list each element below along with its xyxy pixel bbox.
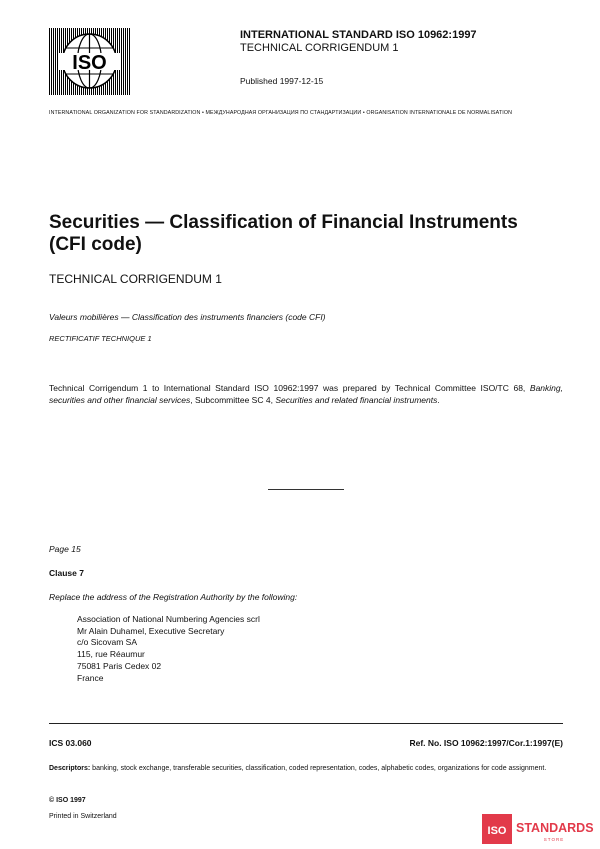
paragraph-text-2: , Subcommittee SC 4, (190, 395, 276, 405)
address-line: 75081 Paris Cedex 02 (77, 660, 162, 671)
paragraph-text-3: . (437, 395, 440, 405)
document-subtitle: TECHNICAL CORRIGENDUM 1 (49, 272, 222, 286)
corrigendum-label: TECHNICAL CORRIGENDUM 1 (240, 42, 399, 54)
descriptors-label: Descriptors: (49, 765, 91, 772)
preparation-paragraph (49, 382, 563, 406)
address-line: c/o Sicovam SA (77, 637, 137, 648)
footer-divider (49, 723, 563, 724)
descriptors (49, 764, 563, 774)
store-label: STANDARDS (516, 821, 594, 835)
published-date: Published 1997-12-15 (240, 76, 324, 86)
clause-reference: Clause 7 (49, 568, 84, 578)
store-logo-text: ISO (487, 825, 507, 837)
ics-code: ICS 03.060 (49, 738, 92, 748)
copyright: © ISO 1997 (49, 797, 86, 804)
paragraph-text-1: Technical Corrigendum 1 to International Standard ISO 10962:1997 was prepared by Technical Committee ISO/TC 68, (49, 383, 530, 393)
replacement-instruction: Replace the address of the Registration Authority by the following: (49, 592, 298, 602)
title-line-1: Securities — Classification of Financial Instruments (49, 212, 518, 233)
address-line: France (77, 672, 104, 683)
address-line: Association of National Numbering Agencies scrl (77, 614, 260, 624)
address-line: 115, rue Réaumur (77, 649, 145, 660)
title-line-2: (CFI code) (49, 234, 142, 255)
paragraph-subcommittee-name: Securities and related financial instruments (275, 395, 438, 405)
iso-logo-text: ISO (72, 52, 107, 74)
iso-logo (49, 28, 130, 95)
section-separator (268, 489, 344, 490)
descriptors-text: banking, stock exchange, transferable securities, classification, coded representation, codes, alphabetic codes, organizations for code assignment. (90, 765, 547, 772)
standards-store-badge (482, 813, 594, 845)
french-subtitle: RECTIFICATIF TECHNIQUE 1 (49, 334, 152, 343)
store-sublabel: STORE (543, 837, 565, 842)
french-title: Valeurs mobilières — Classification des instruments financiers (code CFI) (49, 312, 326, 322)
standard-number: INTERNATIONAL STANDARD ISO 10962:1997 (240, 29, 477, 41)
printed-location: Printed in Switzerland (49, 813, 117, 820)
address-block (77, 614, 260, 684)
page-reference: Page 15 (49, 544, 81, 554)
paragraph-committee-name: Banking, securities and other financial services (49, 383, 563, 405)
reference-number: Ref. No. ISO 10962:1997/Cor.1:1997(E) (409, 738, 563, 748)
document-title (49, 212, 549, 256)
address-line: Mr Alain Duhamel, Executive Secretary (77, 625, 225, 636)
organization-line: INTERNATIONAL ORGANIZATION FOR STANDARDIZATION • МЕЖДУНАРОДНАЯ ОРГАНИЗАЦИЯ ПО СТАНДАРТИЗАЦИИ • ORGANISATION INTERNATIONALE DE NORMALISATION (49, 110, 512, 116)
